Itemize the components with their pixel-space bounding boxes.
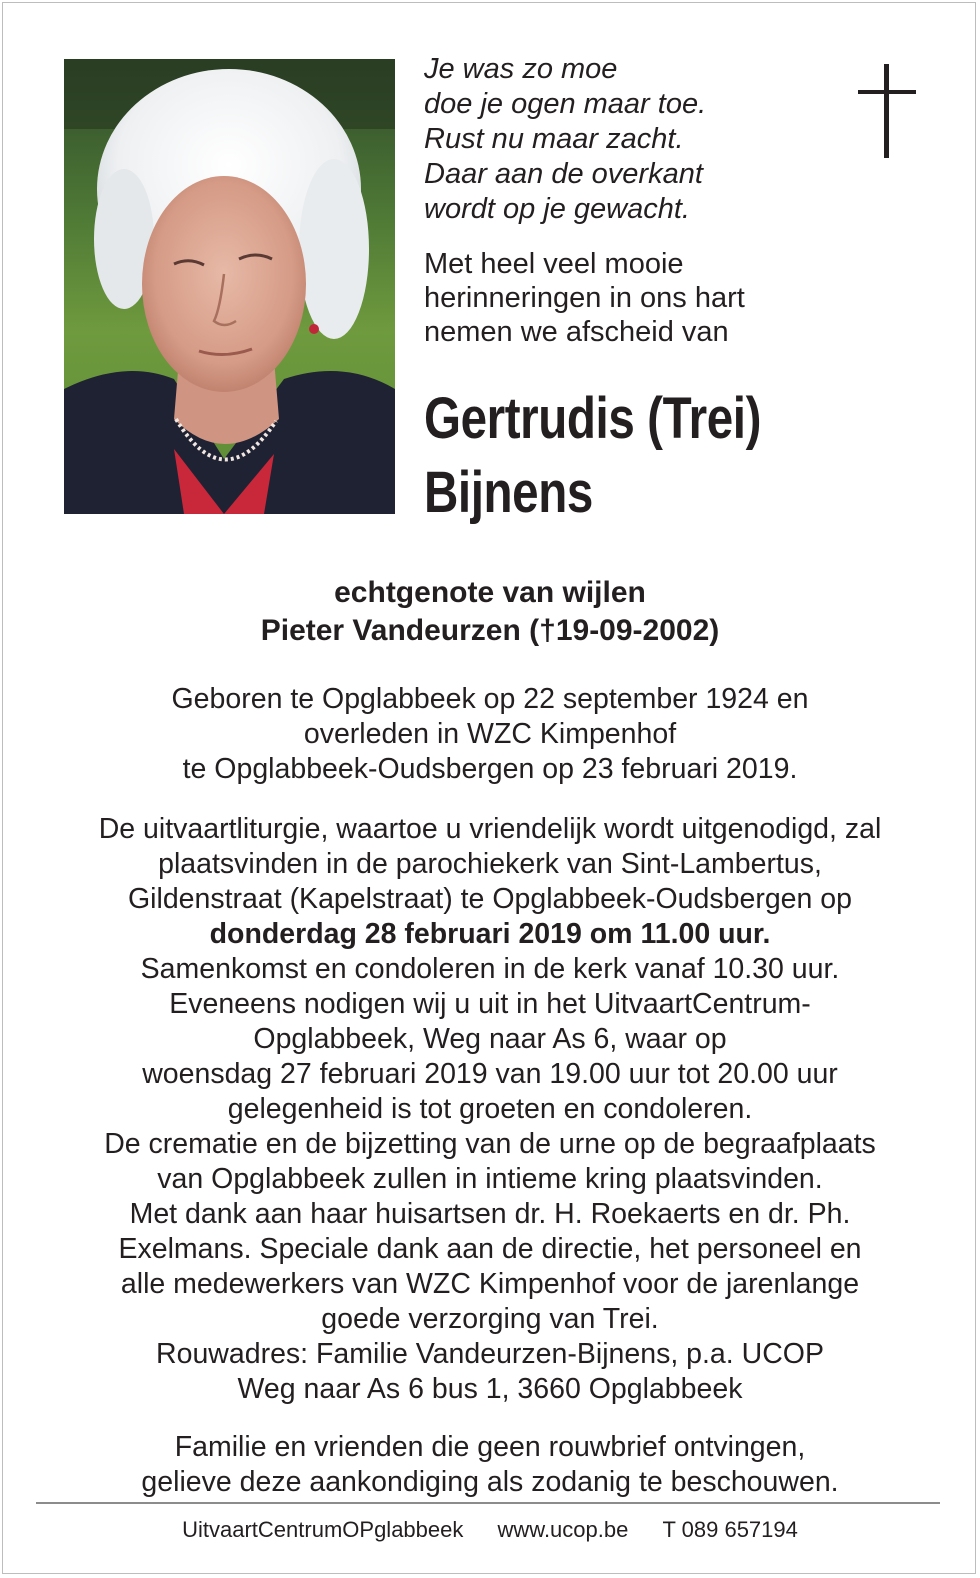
footer-website-link[interactable]: www.ucop.be [497, 1517, 629, 1542]
cross-icon [858, 64, 916, 158]
ceremony-date: donderdag 28 februari 2019 om 11.00 uur. [209, 918, 771, 950]
ceremony-line: van Opglabbeek zullen in intieme kring plaatsvinden. [157, 1163, 823, 1195]
intro-line: nemen we afscheid van [424, 316, 729, 348]
poem-line: doe je ogen maar toe. [424, 88, 707, 120]
spouse-info [0, 574, 980, 650]
name-last: Bijnens [424, 460, 593, 525]
intro-line: Met heel veel mooie [424, 248, 684, 280]
name-first: Gertrudis (Trei) [424, 386, 762, 451]
ceremony-line: gelegenheid is tot groeten en condoleren. [227, 1093, 753, 1125]
deceased-name [424, 382, 761, 530]
closing-line: gelieve deze aankondiging als zodanig te beschouwen. [141, 1466, 839, 1498]
ceremony-line: Opglabbeek, Weg naar As 6, waar op [253, 1023, 727, 1055]
ceremony-line: Exelmans. Speciale dank aan de directie, het personeel en [118, 1233, 862, 1265]
poem-line: wordt op je gewacht. [424, 193, 690, 225]
intro-text [424, 247, 745, 349]
spouse-line: Pieter Vandeurzen (†19-09-2002) [260, 614, 720, 647]
closing-note [30, 1430, 950, 1500]
footer-company: UitvaartCentrumOPglabbeek [182, 1517, 464, 1542]
ceremony-line: alle medewerkers van WZC Kimpenhof voor de jarenlange [120, 1268, 860, 1300]
ceremony-line: Eveneens nodigen wij u uit in het UitvaartCentrum- [169, 988, 811, 1020]
birth-line: Geboren te Opglabbeek op 22 september 1924 en [171, 683, 809, 715]
footer-divider [36, 1502, 940, 1504]
mourning-address: Weg naar As 6 bus 1, 3660 Opglabbeek [237, 1373, 743, 1405]
portrait-photo [64, 59, 395, 514]
mourning-address: Rouwadres: Familie Vandeurzen-Bijnens, p.a. UCOP [156, 1338, 824, 1370]
ceremony-info [30, 812, 950, 1407]
ceremony-line: De uitvaartliturgie, waartoe u vriendelijk wordt uitgenodigd, zal [98, 813, 882, 845]
birth-death-info [30, 682, 950, 787]
poem-line: Je was zo moe [424, 53, 618, 85]
footer [0, 1516, 980, 1544]
ceremony-line: Gildenstraat (Kapelstraat) te Opglabbeek-Oudsbergen op [127, 883, 852, 915]
spouse-line: echtgenote van wijlen [334, 576, 646, 609]
closing-line: Familie en vrienden die geen rouwbrief ontvingen, [174, 1431, 806, 1463]
ceremony-line: goede verzorging van Trei. [321, 1303, 659, 1335]
birth-line: overleden in WZC Kimpenhof [303, 718, 677, 750]
birth-line: te Opglabbeek-Oudsbergen op 23 februari 2019. [182, 753, 798, 785]
poem-line: Rust nu maar zacht. [424, 123, 684, 155]
ceremony-line: Met dank aan haar huisartsen dr. H. Roekaerts en dr. Ph. [129, 1198, 851, 1230]
poem-line: Daar aan de overkant [424, 158, 703, 190]
poem [424, 52, 706, 227]
ceremony-line: woensdag 27 februari 2019 van 19.00 uur tot 20.00 uur [142, 1058, 838, 1090]
footer-phone: T 089 657194 [662, 1517, 798, 1542]
ceremony-line: Samenkomst en condoleren in de kerk vanaf 10.30 uur. [140, 953, 840, 985]
intro-line: herinneringen in ons hart [424, 282, 745, 314]
ceremony-line: plaatsvinden in de parochiekerk van Sint-Lambertus, [158, 848, 822, 880]
ceremony-line: De crematie en de bijzetting van de urne op de begraafplaats [104, 1128, 876, 1160]
